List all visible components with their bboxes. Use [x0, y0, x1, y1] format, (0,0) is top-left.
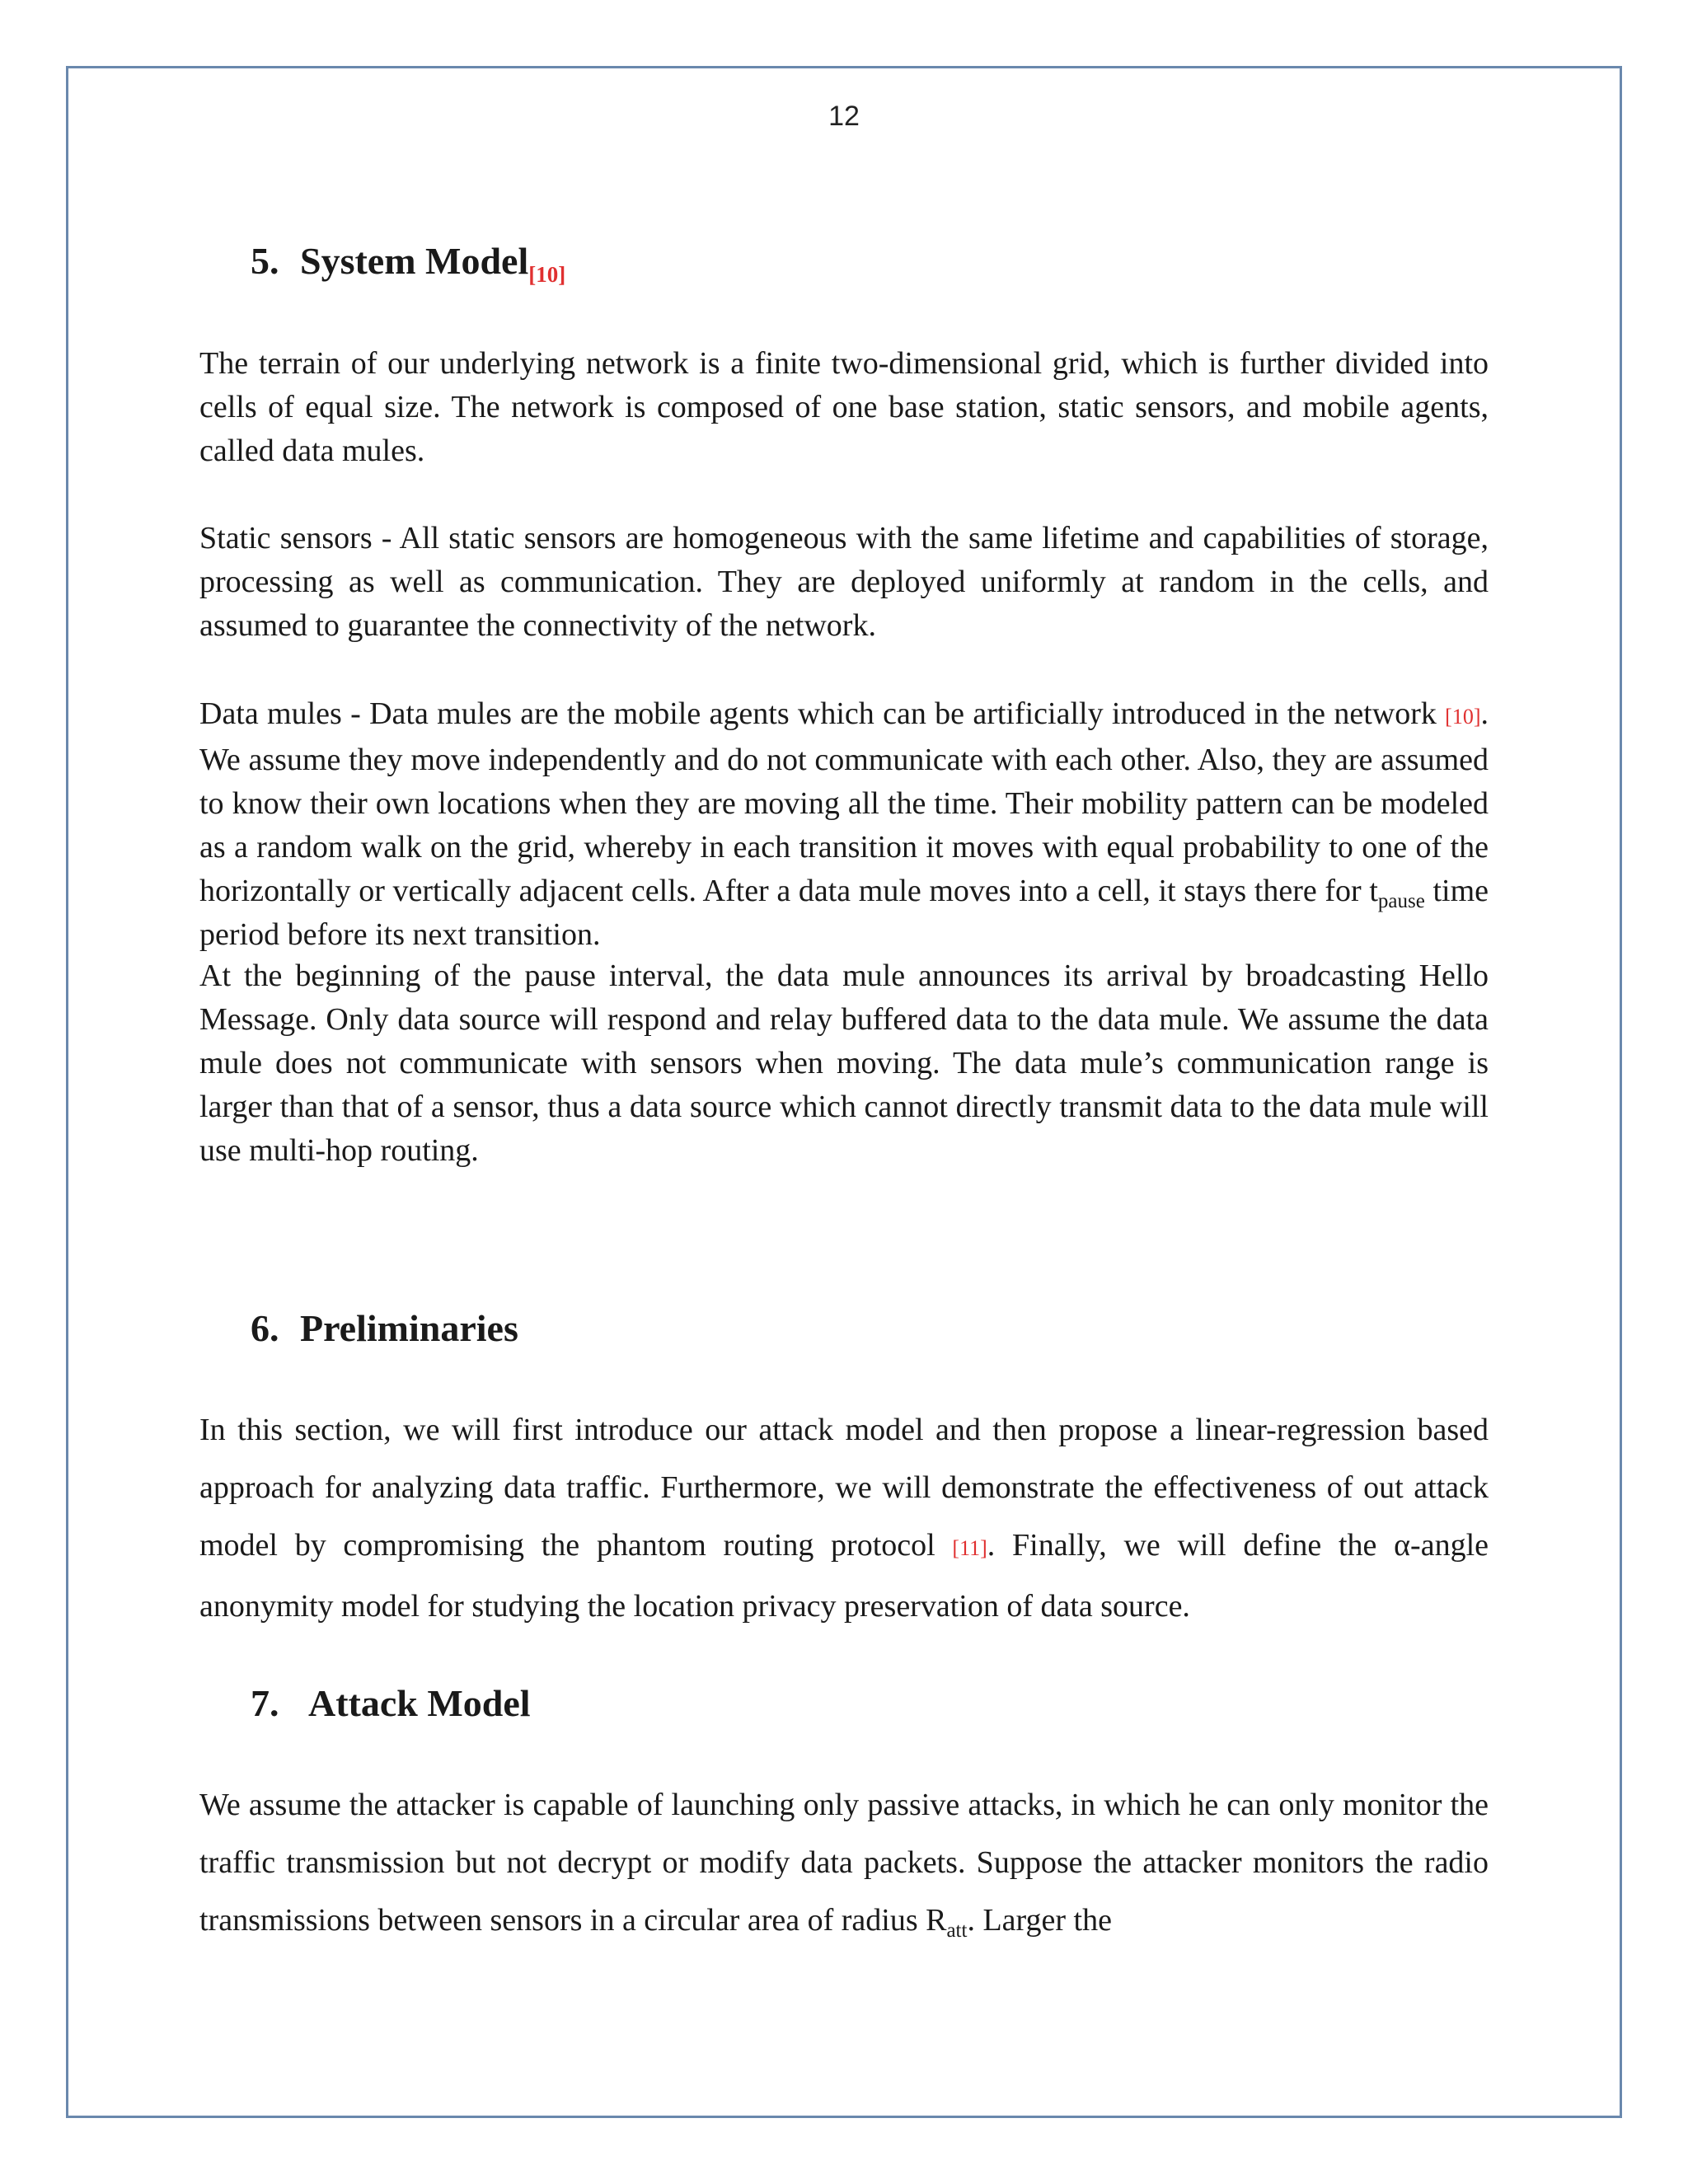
- section-7-title: Attack Model: [308, 1682, 531, 1724]
- citation-10[interactable]: [10]: [1445, 705, 1481, 729]
- data-mules-text-2: . We assume they move independently and do not communicate with each other. Also, they are assumed to know their own locations when they are moving all the time. Their mobility pattern can be modeled as a random walk on the grid, whereby in each transition it moves with equal probability to one of the horizontally or vertically adjacent cells. After a data mule moves into a cell, it stays there for t: [199, 696, 1489, 908]
- static-sensors-paragraph: Static sensors - All static sensors are homogeneous with the same lifetime and capabilities of storage, processing as well as communication. They are deployed uniformly at random in the cells, and assumed to guarantee the connectivity of the network.: [199, 521, 1489, 643]
- section-5-title: System Model: [300, 240, 529, 282]
- pause-interval-paragraph: At the beginning of the pause interval, the data mule announces its arrival by broadcasting Hello Message. Only data source will respond and relay buffered data to the data mule. We assume the data mule does not communicate with sensors when moving. The data mule’s communication range is larger than that of a sensor, thus a data source which cannot directly transmit data to the data mule will use multi-hop routing.: [199, 958, 1489, 1168]
- citation-11[interactable]: [11]: [952, 1536, 987, 1560]
- preliminaries-paragraph: [199, 1401, 1489, 1635]
- t-pause-subscript: pause: [1377, 890, 1425, 912]
- section-7-number: 7.: [251, 1682, 279, 1724]
- preliminaries-text-1: In this section, we will first introduce our attack model and then propose a linear-regression based approach for analyzing data traffic. Furthermore, we will demonstrate the effectiveness of out attack model by compromising the phantom routing protocol: [199, 1413, 1489, 1563]
- system-model-paragraph-1: The terrain of our underlying network is a finite two-dimensional grid, which is further divided into cells of equal size. The network is composed of one base station, static sensors, and mobile agents, called data mules.: [199, 346, 1489, 468]
- data-mules-paragraph: [199, 692, 1489, 957]
- section-7-heading: [251, 1681, 531, 1725]
- section-6-heading: [251, 1306, 518, 1350]
- page-number: 12: [828, 101, 860, 132]
- preliminaries-text-2: . Finally, we will define the α-angle anonymity model for studying the location privacy preservation of data source.: [199, 1528, 1489, 1624]
- attack-model-text-2: . Larger the: [967, 1903, 1112, 1938]
- section-5-number: 5.: [251, 240, 279, 282]
- data-mules-text-3: time period before its next transition.: [199, 874, 1489, 952]
- section-5-heading: [251, 239, 565, 288]
- section-5-ref: [10]: [528, 262, 566, 287]
- attack-model-paragraph: [199, 1776, 1489, 1949]
- section-6-title: Preliminaries: [300, 1307, 518, 1349]
- section-6-number: 6.: [251, 1307, 279, 1349]
- r-att-subscript: att: [946, 1919, 968, 1942]
- data-mules-text-1: Data mules - Data mules are the mobile agents which can be artificially introduced in the network: [199, 696, 1446, 731]
- attack-model-text-1: We assume the attacker is capable of launching only passive attacks, in which he can only monitor the traffic transmission but not decrypt or modify data packets. Suppose the attacker monitors the radio transmissions between sensors in a circular area of radius R: [199, 1788, 1489, 1938]
